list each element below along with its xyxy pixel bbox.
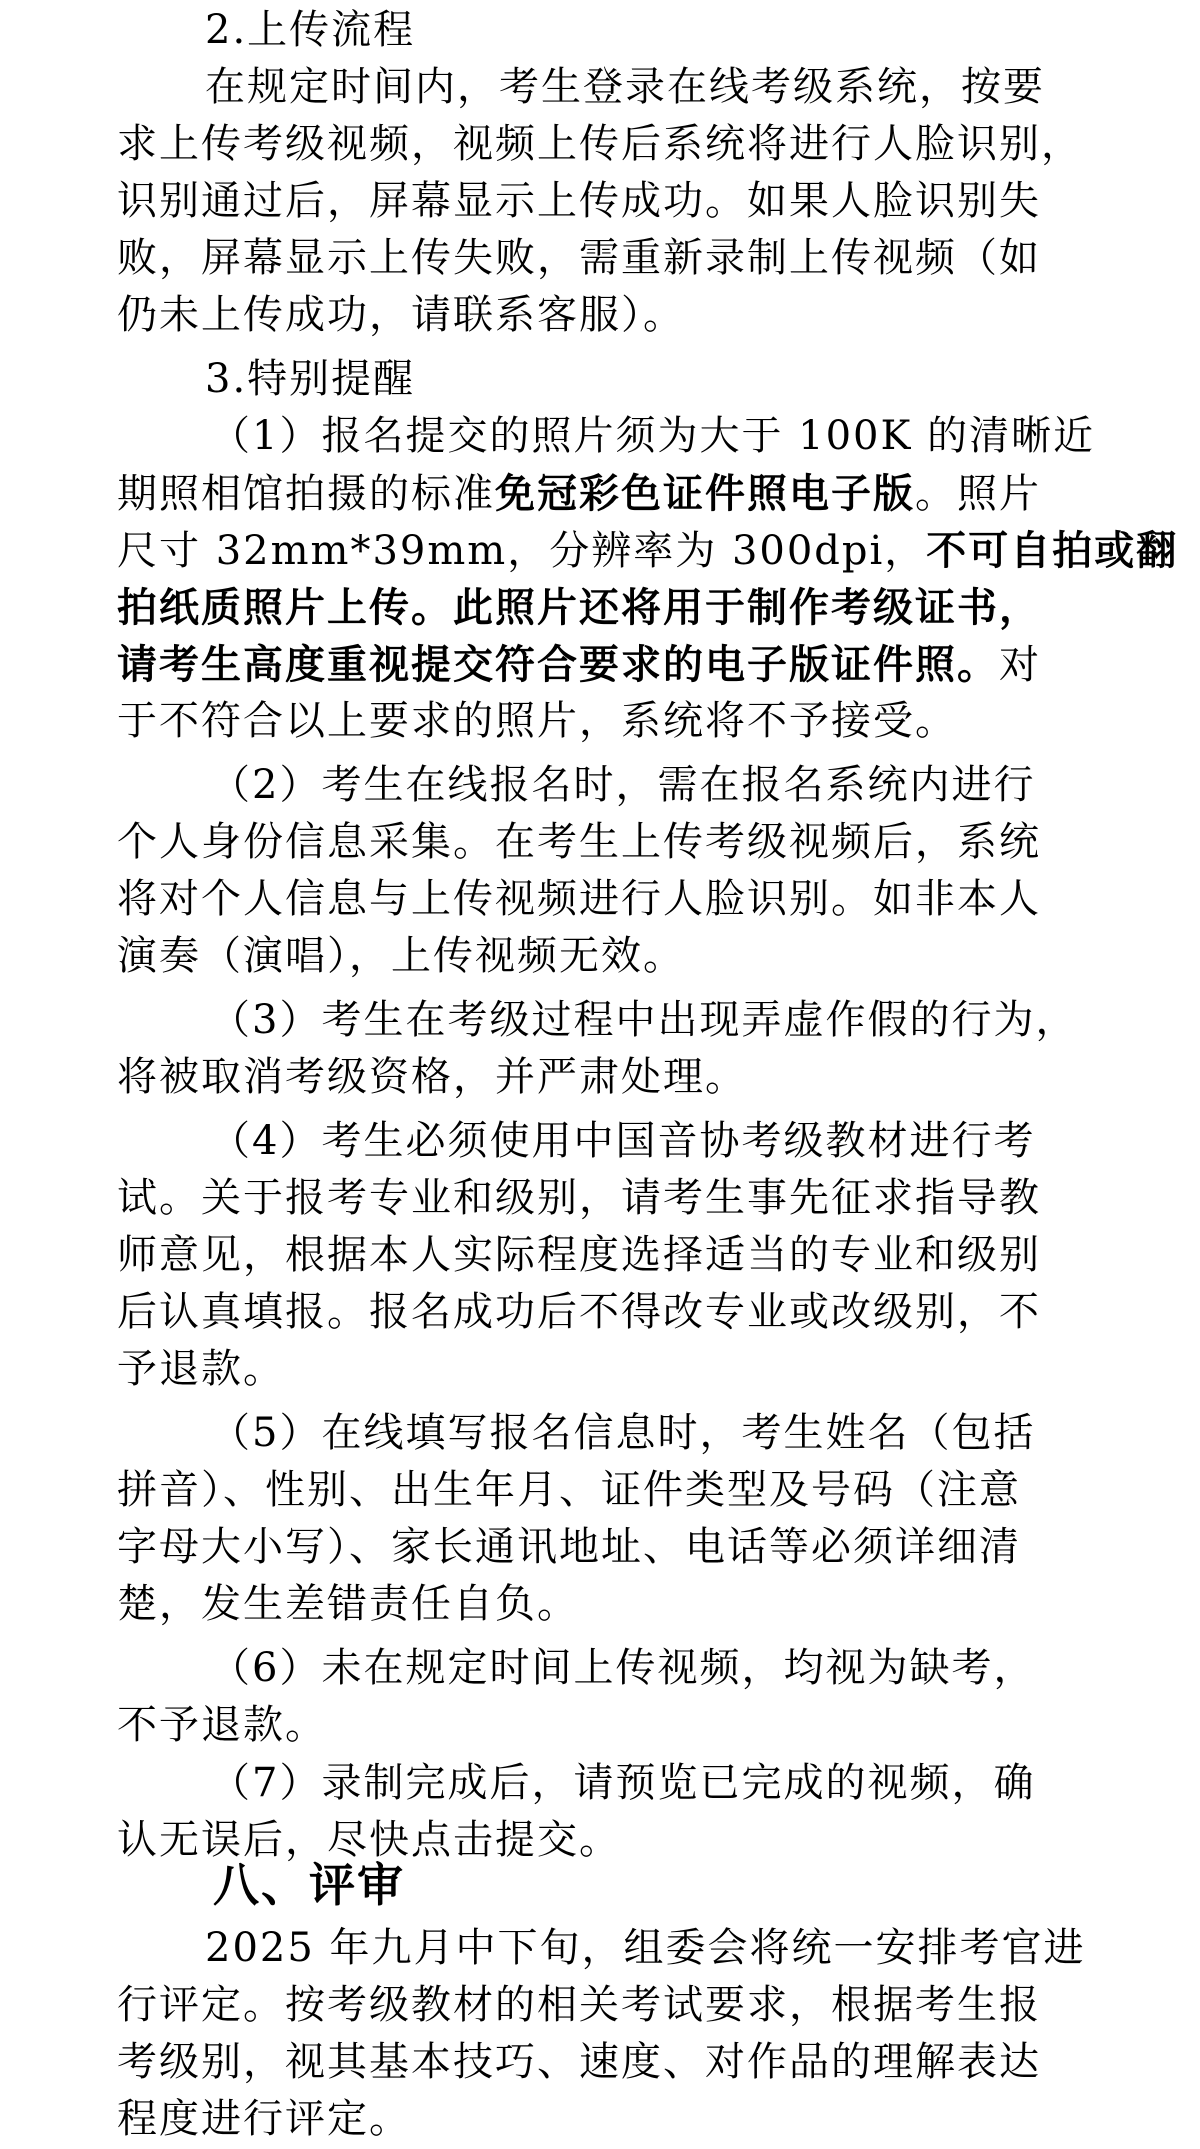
paragraph-line: 程度进行评定。 [117,2096,411,2142]
reminder-item-5-line: 楚，发生差错责任自负。 [117,1581,579,1627]
reminder-item-3-line: （3）考生在考级过程中出现弄虚作假的行为， [210,997,1078,1043]
reminder-item-4-line: 师意见，根据本人实际程度选择适当的专业和级别 [117,1232,1041,1278]
reminder-item-5-line: （5）在线填写报名信息时，考生姓名（包括 [210,1410,1036,1456]
reminder-item-1-line: 于不符合以上要求的照片，系统将不予接受。 [117,698,957,744]
reminder-item-4-line: 后认真填报。报名成功后不得改专业或改级别，不 [117,1289,1041,1335]
subsection-title-reminder: 3.特别提醒 [205,356,416,402]
reminder-item-1-line: （1）报名提交的照片须为大于 100K 的清晰近 [210,413,1096,459]
paragraph-line: 败，屏幕显示上传失败，需重新录制上传视频（如 [117,235,1041,281]
reminder-item-1-line: 请考生高度重视提交符合要求的电子版证件照。对 [117,641,1041,688]
paragraph-line: 行评定。按考级教材的相关考试要求，根据考生报 [117,1982,1041,2028]
reminder-item-5-line: 字母大小写）、家长通讯地址、电话等必须详细清 [117,1524,1021,1570]
reminder-item-4-line: 予退款。 [117,1346,285,1392]
reminder-item-7-line: （7）录制完成后，请预览已完成的视频，确 [210,1760,1036,1806]
bold-emphasis: 免冠彩色证件照电子版 [495,470,915,517]
section-heading-review: 八、评审 [213,1858,405,1912]
reminder-item-2-line: 个人身份信息采集。在考生上传考级视频后，系统 [117,819,1041,865]
reminder-item-7-line: 认无误后，尽快点击提交。 [117,1817,621,1863]
paragraph-line: 求上传考级视频，视频上传后系统将进行人脸识别， [117,121,1083,167]
paragraph-line: 考级别，视其基本技巧、速度、对作品的理解表达 [117,2039,1041,2085]
reminder-item-4-line: （4）考生必须使用中国音协考级教材进行考 [210,1118,1036,1164]
reminder-item-6-line: （6）未在规定时间上传视频，均视为缺考， [210,1645,1036,1691]
reminder-item-1-line: 期照相馆拍摄的标准免冠彩色证件照电子版。照片 [117,470,1041,517]
reminder-item-5-line: 拼音）、性别、出生年月、证件类型及号码（注意 [117,1467,1021,1513]
reminder-item-2-line: 将对个人信息与上传视频进行人脸识别。如非本人 [117,876,1041,922]
paragraph-line: 识别通过后，屏幕显示上传成功。如果人脸识别失 [117,178,1041,224]
subsection-title-upload: 2.上传流程 [205,7,416,53]
reminder-item-4-line: 试。关于报考专业和级别，请考生事先征求指导教 [117,1175,1041,1221]
bold-emphasis: 拍纸质照片上传。此照片还将用于制作考级证书， [117,584,1041,631]
bold-emphasis: 请考生高度重视提交符合要求的电子版证件照。 [117,641,999,688]
paragraph-line: 仍未上传成功，请联系客服）。 [117,292,685,338]
reminder-item-2-line: （2）考生在线报名时，需在报名系统内进行 [210,762,1036,808]
reminder-item-2-line: 演奏（演唱），上传视频无效。 [117,933,685,979]
paragraph-line: 在规定时间内，考生登录在线考级系统，按要 [205,64,1045,110]
reminder-item-1-line: 尺寸 32mm*39mm，分辨率为 300dpi，不可自拍或翻 [117,527,1179,574]
reminder-item-3-line: 将被取消考级资格，并严肃处理。 [117,1054,747,1100]
reminder-item-6-line: 不予退款。 [117,1702,327,1748]
bold-emphasis: 不可自拍或翻 [926,527,1179,574]
paragraph-line: 2025 年九月中下旬，组委会将统一安排考官进 [205,1925,1086,1971]
